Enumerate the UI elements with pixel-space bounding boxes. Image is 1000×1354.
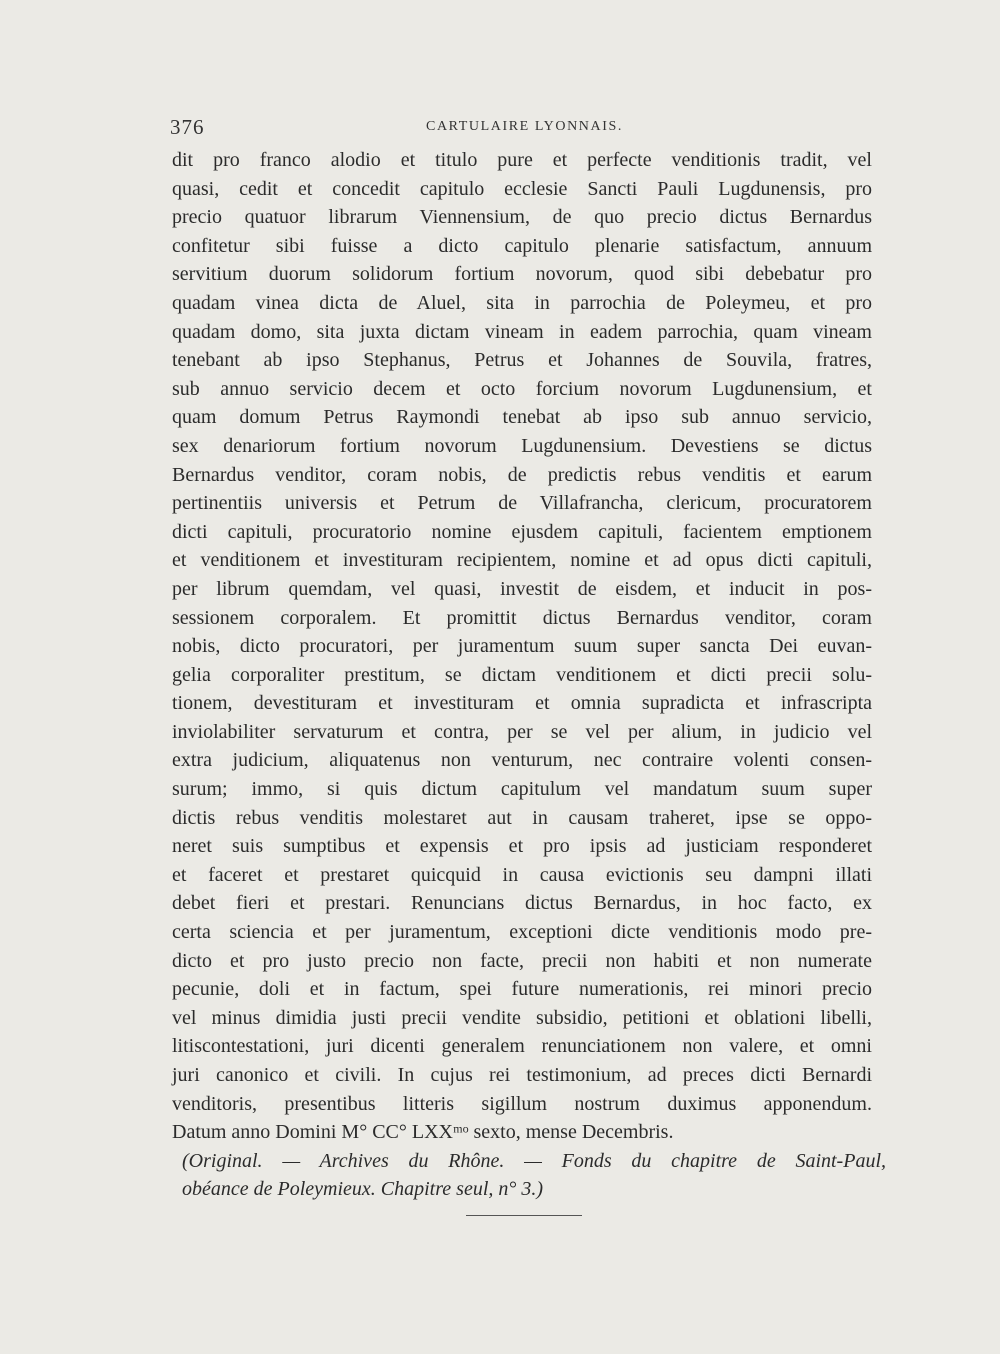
text-line: quam domum Petrus Raymondi tenebat ab ipso sub annuo servicio, (172, 406, 872, 429)
text-line: certa sciencia et per juramentum, exceptioni dicte venditionis modo pre- (172, 921, 872, 944)
text-line: dicto et pro justo precio non facte, precii non habiti et non numerate (172, 949, 872, 972)
text-line: debet fieri et prestari. Renuncians dictus Bernardus, in hoc facto, ex (172, 892, 872, 915)
text-line: dit pro franco alodio et titulo pure et perfecte venditionis tradit, vel (172, 149, 872, 171)
text-line: servitium duorum solidorum fortium novorum, quod sibi debebatur pro (172, 263, 872, 286)
source-line: obéance de Poleymieux. Chapitre seul, n° 3.) (182, 1178, 544, 1200)
text-line: neret suis sumptibus et expensis et pro ipsis ad justiciam responderet (172, 835, 872, 858)
text-line: Bernardus venditor, coram nobis, de predictis rebus venditis et earum (172, 463, 872, 486)
page-number: 376 (170, 115, 205, 139)
text-line: quasi, cedit et concedit capitulo ecclesie Sancti Pauli Lugdunensis, pro (172, 177, 872, 200)
text-line: quadam domo, sita juxta dictam vineam in eadem parrochia, quam vineam (172, 320, 872, 343)
text-line: tionem, devestituram et investituram et omnia supradicta et infrascripta (172, 692, 872, 715)
source-line: (Original. — Archives du Rhône. — Fonds du chapitre de Saint-Paul, (182, 1150, 886, 1172)
text-line: confitetur sibi fuisse a dicto capitulo plenarie satisfactum, annuum (172, 234, 872, 257)
text-line: et faceret et prestaret quicquid in causa evictionis seu dampni illati (172, 863, 872, 886)
text-line: et venditionem et investituram recipientem, nomine et ad opus dicti capituli, (172, 549, 872, 572)
source-citation (182, 1147, 886, 1203)
text-line: vel minus dimidia justi precii vendite subsidio, petitioni et oblationi libelli, (172, 1006, 872, 1029)
running-title: CARTULAIRE LYONNAIS. (426, 119, 623, 134)
text-line: surum; immo, si quis dictum capitulum vel mandatum suum super (172, 778, 872, 801)
text-line: quadam vinea dicta de Aluel, sita in parrochia de Poleymeu, et pro (172, 291, 872, 314)
text-line: venditoris, presentibus litteris sigillum nostrum duximus apponendum. (172, 1092, 872, 1115)
text-line: extra judicium, aliquatenus non venturum, nec contraire volenti consen- (172, 749, 872, 772)
running-head (170, 115, 870, 139)
text-line: litiscontestationi, juri dicenti generalem renunciationem non valere, et omni (172, 1035, 872, 1058)
text-line: dictis rebus venditis molestaret aut in causam traheret, ipse se oppo- (172, 806, 872, 829)
text-line: nobis, dicto procuratori, per juramentum suum super sancta Dei euvan- (172, 635, 872, 658)
text-line: tenebant ab ipso Stephanus, Petrus et Johannes de Souvila, fratres, (172, 349, 872, 372)
text-line: per librum quemdam, vel quasi, investit de eisdem, et inducit in pos- (172, 577, 872, 600)
text-line: juri canonico et civili. In cujus rei testimonium, ad preces dicti Bernardi (172, 1064, 872, 1086)
text-line: precio quatuor librarum Viennensium, de quo precio dictus Bernardus (172, 206, 872, 229)
text-line: pecunie, doli et in factum, spei future numerationis, rei minori precio (172, 978, 872, 1001)
section-divider (466, 1215, 582, 1216)
text-line: sub annuo servicio decem et octo forcium novorum Lugdunensium, et (172, 377, 872, 400)
text-line: gelia corporaliter prestitum, se dictam venditionem et dicti precii solu- (172, 663, 872, 686)
text-line: dicti capituli, procuratorio nomine ejusdem capituli, facientem emptionem (172, 520, 872, 543)
text-line: pertinentiis universis et Petrum de Villafrancha, clericum, procuratorem (172, 492, 872, 515)
text-line: inviolabiliter servaturum et contra, per se vel per alium, in judicio vel (172, 720, 872, 743)
text-line: sessionem corporalem. Et promittit dictus Bernardus venditor, coram (172, 606, 872, 629)
text-line: sex denariorum fortium novorum Lugdunensium. Devestiens se dictus (172, 434, 872, 457)
charter-text (172, 146, 872, 1147)
text-line-last: Datum anno Domini M° CC° LXXᵐᵒ sexto, mense Decembris. (172, 1121, 674, 1144)
